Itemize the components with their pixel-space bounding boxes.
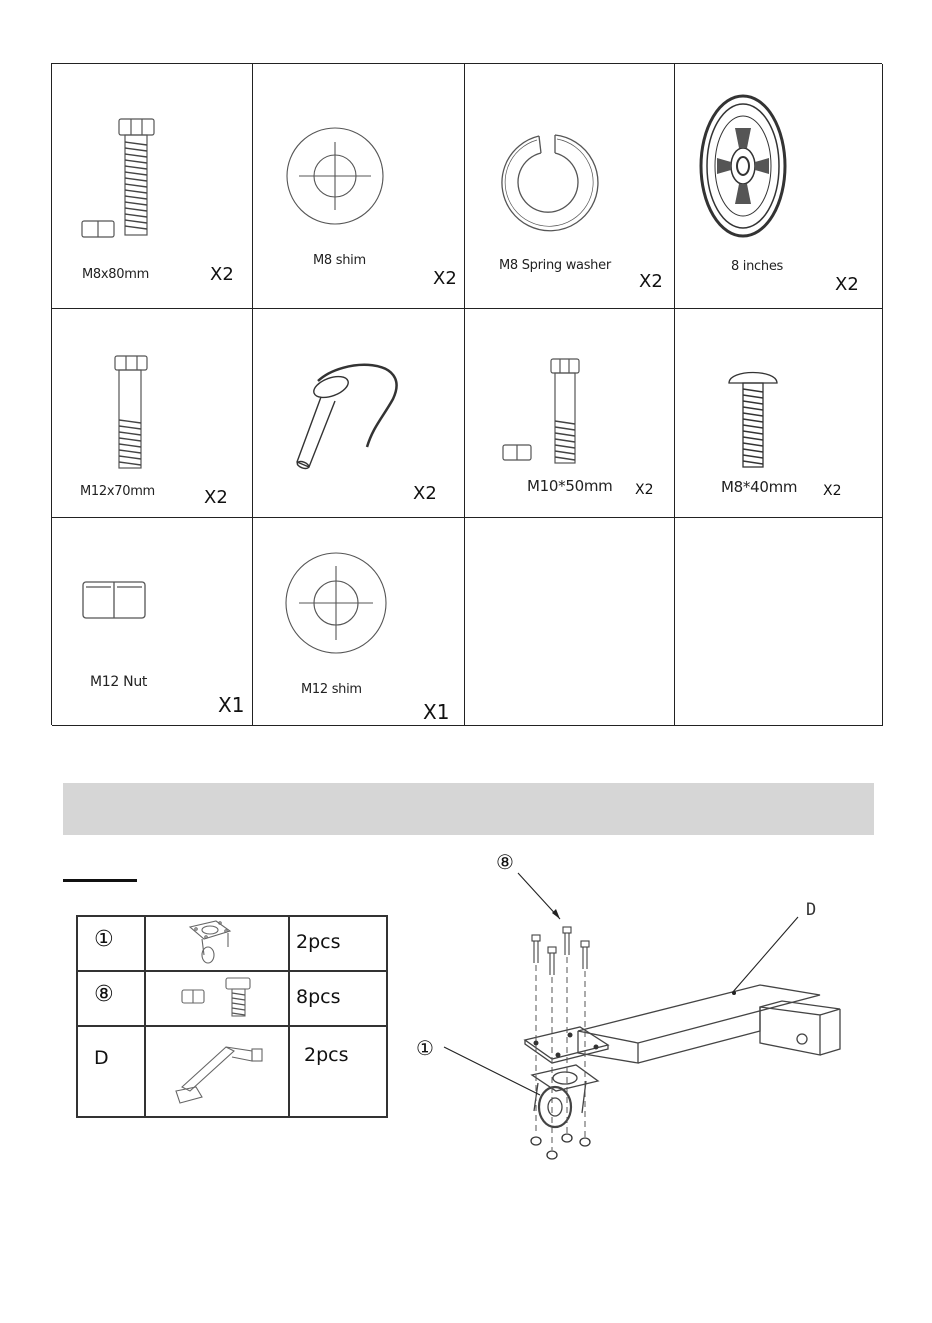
assembly-diagram	[410, 845, 850, 1175]
empty-cell	[465, 518, 675, 726]
bolt-and-nut-icon	[146, 972, 286, 1020]
hardware-qty: X2	[204, 487, 228, 508]
spring-washer-icon	[495, 129, 605, 239]
table-row	[77, 1026, 387, 1117]
hardware-label: M12 shim	[301, 682, 362, 697]
hardware-qty: X2	[413, 483, 437, 504]
hardware-label: M8x80mm	[82, 267, 149, 282]
part-index: D	[94, 1047, 109, 1069]
frame-leg-icon	[146, 1027, 286, 1111]
hardware-qty: X2	[635, 482, 654, 498]
hardware-label: M8*40mm	[721, 478, 798, 496]
hardware-label: M12x70mm	[80, 484, 155, 499]
hardware-qty: X1	[423, 700, 450, 724]
hardware-cell	[253, 64, 465, 309]
button-head-screw-icon	[723, 363, 793, 473]
hardware-cell	[253, 309, 465, 518]
flat-washer-icon	[283, 124, 393, 234]
part-qty: 2pcs	[304, 1044, 349, 1066]
hardware-cell	[465, 64, 675, 309]
hex-bolt-icon	[107, 354, 167, 474]
hardware-label: M8 Spring washer	[499, 258, 611, 273]
parts-table	[76, 915, 388, 1118]
table-row	[77, 971, 387, 1026]
hardware-qty: X2	[433, 268, 457, 289]
hardware-cell	[52, 309, 253, 518]
step-title-underline	[63, 879, 137, 882]
hardware-cell	[253, 518, 465, 726]
caster-icon	[146, 917, 286, 965]
part-index: ⑧	[94, 982, 114, 1007]
hardware-cell	[52, 518, 253, 726]
hex-bolt-with-nut-icon	[77, 114, 197, 244]
part-qty: 8pcs	[296, 986, 341, 1008]
hardware-label: 8 inches	[731, 259, 784, 274]
hardware-qty: X2	[835, 274, 859, 295]
hardware-cell	[675, 64, 883, 309]
hardware-qty: X2	[639, 271, 663, 292]
hardware-qty: X2	[210, 264, 234, 285]
hardware-label: M10*50mm	[527, 477, 613, 495]
callout-part-1: ①	[416, 1036, 434, 1060]
callout-part-8: ⑧	[496, 850, 514, 874]
hardware-cell	[465, 309, 675, 518]
wheel-icon	[695, 78, 805, 248]
hardware-qty: X1	[218, 693, 245, 717]
part-qty: 2pcs	[296, 931, 341, 953]
part-index: ①	[94, 927, 114, 952]
callout-part-d: D	[806, 900, 817, 920]
step-heading-band	[63, 783, 874, 835]
flat-washer-icon	[281, 548, 396, 663]
hex-nut-icon	[80, 576, 150, 626]
hardware-label: M12 Nut	[90, 674, 148, 690]
hex-bolt-with-nut-icon	[501, 357, 591, 467]
hardware-cell	[52, 64, 253, 309]
empty-cell	[675, 518, 883, 726]
hardware-grid	[51, 63, 882, 725]
hardware-cell	[675, 309, 883, 518]
hardware-label: M8 shim	[313, 253, 366, 268]
table-row	[77, 916, 387, 971]
hardware-qty: X2	[823, 483, 842, 499]
lynch-pin-icon	[283, 337, 423, 472]
